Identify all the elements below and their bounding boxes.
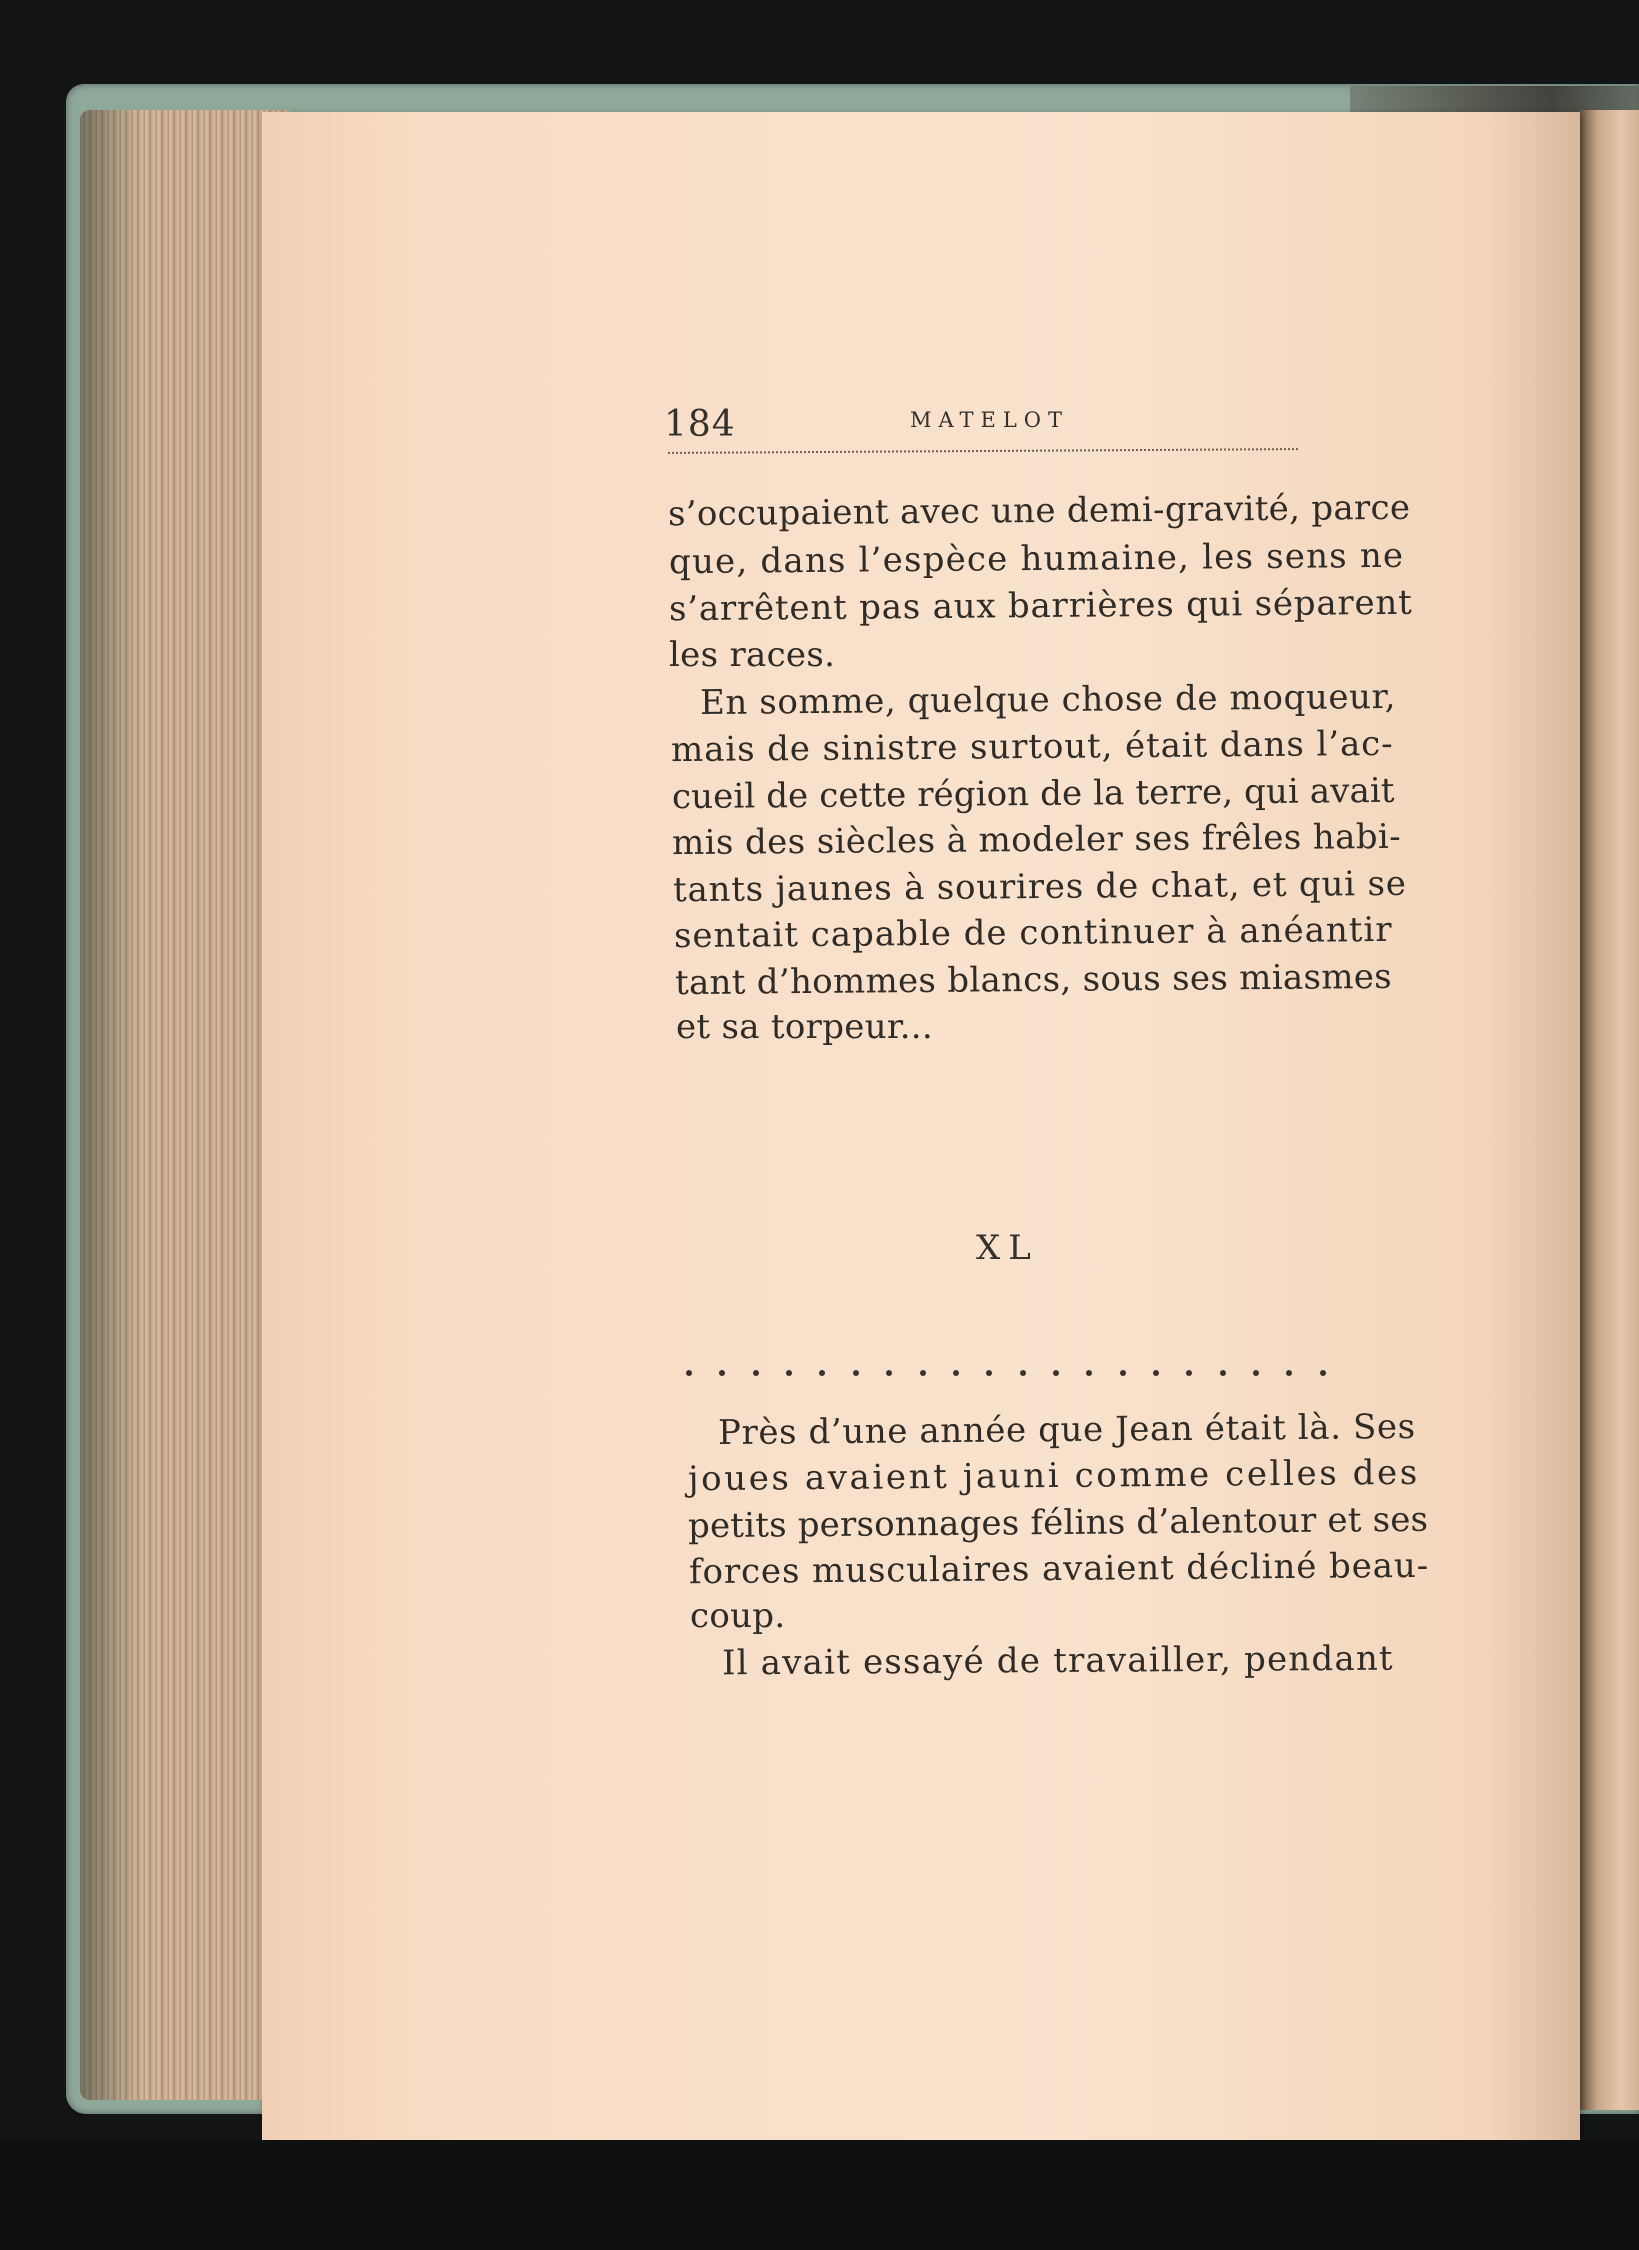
paragraph-3-line: coup. [690,1596,786,1636]
facing-page-gutter [1580,110,1639,2110]
background-bottom [0,2140,1639,2250]
paragraph-3-line: forces musculaires avaient décliné beau- [688,1545,1430,1593]
paragraph-2-line: tants jaunes à sourires de chat, et qui se [672,863,1407,911]
paragraph-3-line: joues avaient jauni comme celles des [687,1452,1421,1500]
paragraph-4-line: Il avait essayé de travailler, pendant [721,1638,1394,1684]
section-dot-separator [686,1370,1326,1390]
paragraph-2-line: mis des siècles à modeler ses frêles habi- [671,816,1402,864]
running-title: MATELOT [910,408,1070,432]
paragraph-1-line: s’occupaient avec une demi-gravité, parce [667,487,1411,535]
paragraph-2-line: tant d’hommes blancs, sous ses miasmes [674,956,1393,1004]
paragraph-1-line: que, dans l’espèce humaine, les sens ne [668,535,1405,583]
page-edges-shadow [80,110,140,2100]
paragraph-1-line: les races. [669,635,836,675]
paragraph-2-line: sentait capable de continuer à anéantir [673,909,1393,957]
paragraph-2-line: cueil de cette région de la terre, qui avait [671,770,1395,818]
paragraph-3-line: petits personnages félins d’alentour et ses [687,1499,1429,1547]
paragraph-2-line: et sa torpeur... [676,1007,934,1047]
chapter-heading: XL [976,1228,1039,1268]
paragraph-2-line: mais de sinistre surtout, était dans l’ac- [670,723,1394,771]
paragraph-2-line: En somme, quelque chose de moqueur, [699,676,1397,724]
paragraph-3-line: Près d’une année que Jean était là. Ses [717,1406,1416,1454]
paragraph-1-line: s’arrêtent pas aux barrières qui séparent [668,582,1413,630]
page-number: 184 [664,404,736,445]
